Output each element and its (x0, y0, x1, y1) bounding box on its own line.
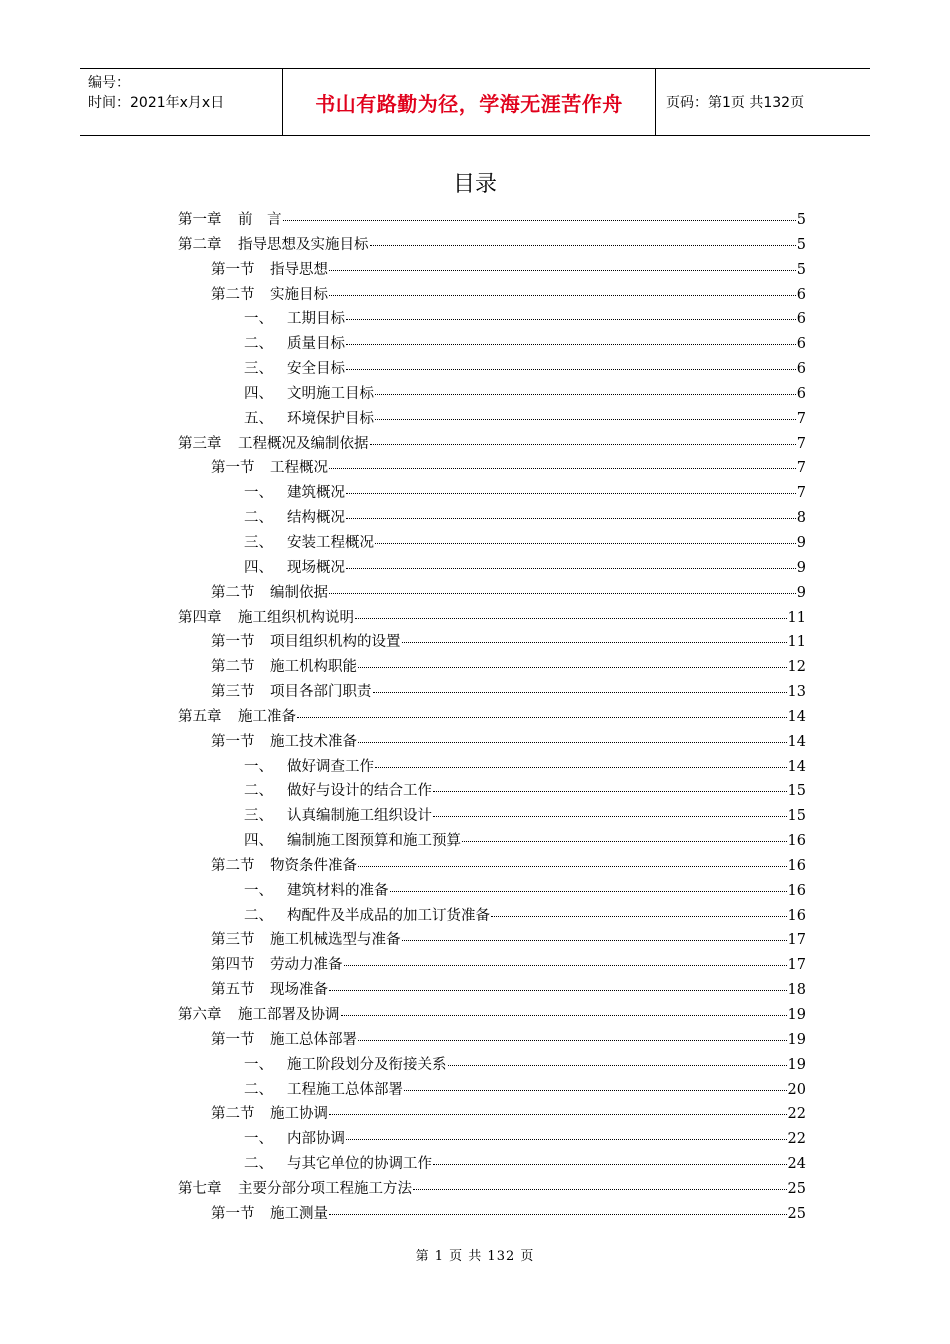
toc-entry-number: 三、 (244, 534, 273, 551)
toc-entry[interactable] (178, 730, 806, 755)
toc-entry[interactable] (178, 332, 806, 357)
toc-entry-number: 二、 (244, 1081, 273, 1098)
toc-entry-page: 19 (787, 1031, 806, 1048)
toc-dot-leader (329, 1213, 787, 1215)
toc-entry-title: 指导思想及实施目标 (238, 236, 369, 253)
toc-entry[interactable] (178, 1102, 806, 1127)
toc-entry-page: 22 (787, 1131, 806, 1148)
toc-entry-number: 第四章 (178, 609, 222, 626)
toc-entry-page: 7 (796, 410, 806, 427)
toc-dot-leader (373, 691, 787, 693)
toc-entry-page: 6 (796, 286, 806, 303)
header-motto: 书山有路勤为径，学海无涯苦作舟 (282, 69, 656, 135)
toc-entry-page: 14 (787, 708, 806, 725)
toc-entry[interactable] (178, 779, 806, 804)
toc-dot-leader (346, 492, 796, 494)
toc-entry-title: 编制施工图预算和施工预算 (287, 833, 461, 850)
toc-entry-title: 建筑概况 (287, 485, 345, 502)
toc-entry-title: 安装工程概况 (287, 534, 374, 551)
toc-entry-page: 15 (787, 783, 806, 800)
toc-entry-page: 20 (787, 1081, 806, 1098)
toc-entry-number: 第二节 (211, 286, 255, 303)
toc-entry[interactable] (178, 531, 806, 556)
document-number-label: 编号： (88, 75, 130, 91)
toc-entry-page: 5 (796, 261, 806, 278)
toc-entry[interactable] (178, 1152, 806, 1177)
toc-entry-page: 19 (787, 1007, 806, 1023)
toc-dot-leader (329, 1113, 787, 1115)
toc-entry-number: 第三章 (178, 435, 222, 452)
toc-dot-leader (346, 368, 796, 370)
toc-entry[interactable] (178, 804, 806, 829)
toc-entry-number: 第二节 (211, 659, 255, 676)
toc-entry-number: 一、 (244, 1056, 273, 1073)
toc-entry-page: 17 (787, 932, 806, 949)
toc-entry-number: 第二节 (211, 857, 255, 874)
toc-entry-number: 三、 (244, 808, 273, 825)
toc-dot-leader (375, 393, 796, 395)
toc-entry-page: 6 (796, 311, 806, 328)
toc-entry-number: 一、 (244, 485, 273, 502)
toc-entry-title: 文明施工目标 (287, 385, 374, 402)
toc-entry-title: 工程概况及编制依据 (238, 435, 369, 452)
toc-entry[interactable] (178, 879, 806, 904)
toc-entry-number: 第四节 (211, 957, 255, 974)
toc-entry[interactable] (178, 208, 806, 233)
toc-entry[interactable] (178, 357, 806, 382)
toc-entry-number: 第五章 (178, 708, 222, 725)
toc-entry-title: 物资条件准备 (270, 857, 357, 874)
toc-entry-number: 二、 (244, 1156, 273, 1173)
toc-entry-number: 四、 (244, 559, 273, 576)
page-header (80, 68, 870, 136)
toc-entry-title: 前 言 (238, 212, 282, 228)
toc-entry-title: 指导思想 (270, 261, 328, 278)
toc-entry-page: 18 (787, 982, 806, 999)
toc-entry-number: 第一节 (211, 460, 255, 477)
toc-dot-leader (346, 517, 796, 519)
document-time-label: 时间：2021年x月x日 (88, 95, 225, 111)
toc-entry[interactable] (178, 904, 806, 929)
toc-entry-number: 第二节 (211, 584, 255, 601)
toc-entry-number: 三、 (244, 361, 273, 378)
toc-entry-title: 现场准备 (270, 982, 328, 999)
toc-entry-page: 6 (796, 385, 806, 402)
toc-entry-page: 7 (796, 485, 806, 502)
toc-dot-leader (433, 790, 787, 792)
toc-entry-title: 施工测量 (270, 1205, 328, 1222)
toc-entry-number: 第三节 (211, 932, 255, 949)
toc-entry-number: 一、 (244, 882, 273, 899)
toc-dot-leader (358, 1039, 787, 1041)
toc-dot-leader (283, 219, 796, 221)
toc-dot-leader (433, 815, 787, 817)
toc-entry-title: 施工总体部署 (270, 1031, 357, 1048)
toc-entry-title: 现场概况 (287, 559, 345, 576)
toc-dot-leader (402, 939, 787, 941)
toc-entry-title: 认真编制施工组织设计 (287, 808, 432, 825)
toc-entry-title: 构配件及半成品的加工订货准备 (287, 907, 490, 924)
toc-entry-page: 19 (787, 1056, 806, 1073)
toc-entry-page: 15 (787, 808, 806, 825)
toc-entry-title: 施工机械选型与准备 (270, 932, 401, 949)
toc-entry-title: 安全目标 (287, 361, 345, 378)
toc-entry[interactable] (178, 755, 806, 780)
toc-entry[interactable] (178, 1202, 806, 1227)
toc-entry-page: 7 (796, 460, 806, 477)
toc-entry[interactable] (178, 456, 806, 481)
toc-dot-leader (341, 1014, 787, 1016)
toc-entry-title: 施工协调 (270, 1106, 328, 1123)
toc-entry-page: 24 (787, 1156, 806, 1173)
toc-entry[interactable] (178, 581, 806, 606)
toc-entry[interactable] (178, 978, 806, 1003)
toc-dot-leader (297, 716, 787, 718)
toc-entry[interactable] (178, 382, 806, 407)
toc-entry-number: 二、 (244, 907, 273, 924)
toc-dot-leader (390, 890, 787, 892)
toc-entry-page: 9 (796, 559, 806, 576)
toc-entry-page: 16 (787, 857, 806, 874)
toc-entry-title: 建筑材料的准备 (287, 882, 389, 899)
toc-entry-page: 11 (787, 634, 806, 651)
toc-entry-title: 项目组织机构的设置 (270, 634, 401, 651)
toc-dot-leader (329, 592, 796, 594)
toc-entry-page: 9 (796, 584, 806, 601)
toc-entry-number: 第一节 (211, 1031, 255, 1048)
toc-dot-leader (344, 964, 787, 966)
toc-entry-page: 25 (787, 1205, 806, 1222)
toc-entry-page: 8 (796, 510, 806, 527)
toc-entry[interactable] (178, 705, 806, 730)
toc-entry-title: 施工准备 (238, 708, 296, 725)
toc-entry-number: 第二节 (211, 1106, 255, 1123)
toc-entry-page: 7 (796, 435, 806, 452)
toc-dot-leader (448, 1064, 787, 1066)
toc-dot-leader (462, 840, 787, 842)
toc-entry-title: 编制依据 (270, 584, 328, 601)
toc-entry-title: 环境保护目标 (287, 410, 374, 427)
toc-dot-leader (370, 443, 796, 445)
toc-entry[interactable] (178, 928, 806, 953)
toc-entry[interactable] (178, 953, 806, 978)
toc-entry-number: 五、 (244, 410, 273, 427)
toc-entry-page: 6 (796, 361, 806, 378)
toc-entry-title: 施工机构职能 (270, 659, 357, 676)
toc-entry-title: 质量目标 (287, 336, 345, 353)
toc-entry-number: 第一节 (211, 261, 255, 278)
toc-entry-page: 5 (796, 212, 806, 228)
toc-dot-leader (404, 1089, 787, 1091)
toc-entry-number: 第一节 (211, 634, 255, 651)
header-page-info: 页码：第1页 共132页 (666, 95, 805, 111)
toc-entry-page: 6 (796, 336, 806, 353)
toc-dot-leader (329, 269, 796, 271)
toc-entry-page: 14 (787, 733, 806, 750)
toc-entry-title: 施工技术准备 (270, 733, 357, 750)
toc-dot-leader (375, 766, 787, 768)
toc-dot-leader (491, 915, 787, 917)
toc-entry[interactable] (178, 407, 806, 432)
toc-entry[interactable] (178, 829, 806, 854)
toc-dot-leader (329, 989, 787, 991)
toc-dot-leader (375, 542, 796, 544)
toc-entry-number: 一、 (244, 1131, 273, 1148)
toc-entry-number: 第五节 (211, 982, 255, 999)
toc-entry-title: 结构概况 (287, 510, 345, 527)
table-of-contents (178, 208, 806, 1227)
toc-entry-number: 第七章 (178, 1180, 222, 1197)
toc-entry-title: 做好与设计的结合工作 (287, 783, 432, 800)
toc-entry[interactable] (178, 233, 806, 258)
toc-entry-page: 16 (787, 882, 806, 899)
toc-dot-leader (358, 666, 787, 668)
header-left-cell (80, 69, 282, 135)
toc-entry-title: 工程概况 (270, 460, 328, 477)
toc-dot-leader (402, 641, 787, 643)
toc-dot-leader (433, 1163, 787, 1165)
toc-entry-title: 施工部署及协调 (238, 1007, 340, 1023)
toc-entry-number: 第一节 (211, 1205, 255, 1222)
page-footer: 第 1 页 共 132 页 (415, 1249, 535, 1264)
toc-entry[interactable] (178, 1028, 806, 1053)
toc-entry-page: 16 (787, 907, 806, 924)
toc-entry-number: 四、 (244, 833, 273, 850)
toc-entry[interactable] (178, 283, 806, 308)
toc-entry-page: 17 (787, 957, 806, 974)
toc-dot-leader (358, 865, 787, 867)
toc-entry-page: 14 (787, 758, 806, 775)
toc-entry-number: 第六章 (178, 1007, 222, 1023)
toc-entry-title: 劳动力准备 (270, 957, 343, 974)
toc-entry-number: 四、 (244, 385, 273, 402)
toc-entry[interactable] (178, 258, 806, 283)
toc-dot-leader (355, 617, 787, 619)
toc-entry-page: 13 (787, 684, 806, 701)
toc-entry-number: 一、 (244, 311, 273, 328)
toc-entry[interactable] (178, 1053, 806, 1078)
toc-entry[interactable] (178, 481, 806, 506)
toc-title: 目录 (452, 172, 497, 197)
toc-dot-leader (346, 318, 796, 320)
toc-entry[interactable] (178, 655, 806, 680)
toc-dot-leader (370, 244, 796, 246)
toc-entry-number: 第一节 (211, 733, 255, 750)
toc-entry[interactable] (178, 1078, 806, 1103)
toc-entry-title: 项目各部门职责 (270, 684, 372, 701)
toc-entry-number: 第一章 (178, 212, 222, 228)
toc-entry-title: 施工组织机构说明 (238, 609, 354, 626)
toc-dot-leader (346, 343, 796, 345)
toc-entry-page: 11 (787, 609, 806, 626)
toc-entry-title: 工期目标 (287, 311, 345, 328)
toc-entry-title: 内部协调 (287, 1131, 345, 1148)
toc-entry[interactable] (178, 1127, 806, 1152)
toc-dot-leader (329, 294, 796, 296)
toc-entry-page: 9 (796, 534, 806, 551)
toc-entry[interactable] (178, 680, 806, 705)
toc-entry-number: 二、 (244, 783, 273, 800)
toc-entry[interactable] (178, 630, 806, 655)
toc-entry-title: 施工阶段划分及衔接关系 (287, 1056, 447, 1073)
toc-dot-leader (346, 567, 796, 569)
toc-entry-page: 25 (787, 1180, 806, 1197)
toc-entry[interactable] (178, 1003, 806, 1028)
toc-entry-title: 实施目标 (270, 286, 328, 303)
toc-dot-leader (346, 1138, 787, 1140)
toc-entry-page: 16 (787, 833, 806, 850)
toc-entry-number: 一、 (244, 758, 273, 775)
toc-entry-title: 工程施工总体部署 (287, 1081, 403, 1098)
toc-dot-leader (413, 1188, 787, 1190)
toc-entry-page: 12 (787, 659, 806, 676)
toc-entry[interactable] (178, 556, 806, 581)
toc-entry-number: 二、 (244, 510, 273, 527)
toc-entry[interactable] (178, 606, 806, 631)
toc-entry-page: 22 (787, 1106, 806, 1123)
toc-entry-page: 5 (796, 236, 806, 253)
toc-entry[interactable] (178, 1177, 806, 1202)
toc-entry[interactable] (178, 506, 806, 531)
toc-entry-number: 第二章 (178, 236, 222, 253)
toc-entry[interactable] (178, 854, 806, 879)
toc-dot-leader (375, 418, 796, 420)
toc-entry-title: 做好调查工作 (287, 758, 374, 775)
toc-entry[interactable] (178, 307, 806, 332)
toc-dot-leader (358, 741, 787, 743)
toc-entry-title: 与其它单位的协调工作 (287, 1156, 432, 1173)
toc-entry-title: 主要分部分项工程施工方法 (238, 1180, 412, 1197)
toc-dot-leader (329, 467, 796, 469)
toc-entry-number: 二、 (244, 336, 273, 353)
toc-entry[interactable] (178, 432, 806, 457)
toc-entry-number: 第三节 (211, 684, 255, 701)
